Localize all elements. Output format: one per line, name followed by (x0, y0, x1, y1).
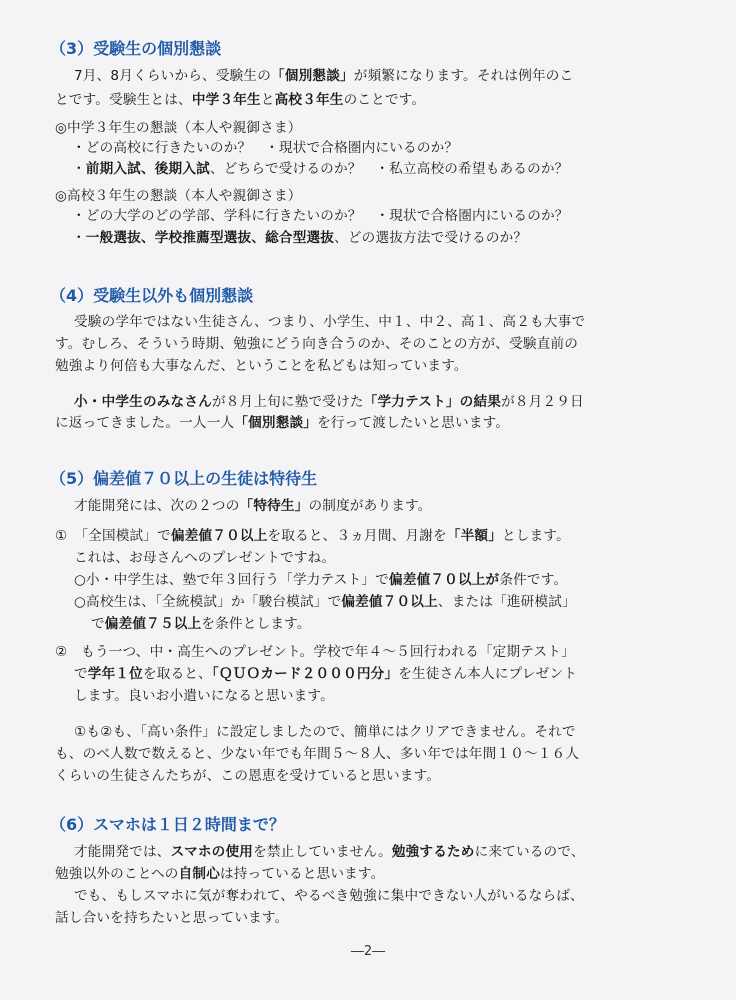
s5-closing-line-2: も、のべ人数で数えると、少ない年でも年間５～８人、多い年では年間１０～１６人 (55, 746, 580, 762)
s3-high-school-item-2: ・一般選抜、学校推薦型選抜、総合型選抜、どの選抜方法で受けるのか？ (72, 230, 528, 246)
s5-item-2-line-1: ② もう一つ、中・高生へのプレゼント。学校で年４～５回行われる「定期テスト」 (55, 644, 575, 660)
s5-item-1-line-5: で偏差値７５以上を条件とします。 (91, 616, 311, 632)
s6-line-4: 話し合いを持ちたいと思っています。 (55, 910, 289, 926)
section-5-heading: （5）偏差値７０以上の生徒は特待生 (50, 469, 318, 488)
s3-high-school-heading: ◎高校３年生の懇談（本人や親御さま） (55, 188, 302, 204)
s3-junior-high-item-1: ・どの高校に行きたいのか？ ・現状で合格圏内にいるのか？ (72, 140, 459, 156)
s5-item-1-line-3: ○小・中学生は、塾で年３回行う「学力テスト」で偏差値７０以上が条件です。 (74, 572, 568, 588)
s6-line-2: 勉強以外のことへの自制心は持っていると思います。 (55, 866, 385, 882)
s5-closing-line-1: ①も②も、「高い条件」に設定しましたので、簡単にはクリアできません。それで (74, 724, 576, 740)
s4-line-5: に返ってきました。一人一人「個別懇談」を行って渡したいと思います。 (55, 415, 510, 431)
s3-high-school-item-1: ・どの大学のどの学部、学科に行きたいのか？ ・現状で合格圏内にいるのか？ (72, 208, 569, 224)
s4-line-3: 勉強より何倍も大事なんだ、ということを私どもは知っています。 (55, 358, 468, 374)
s4-line-1: 受験の学年ではない生徒さん、つまり、小学生、中１、中２、高１、高２も大事で (74, 314, 586, 330)
section-6-heading: （6）スマホは１日２時間まで？ (50, 815, 285, 834)
s3-junior-high-item-2: ・前期入試、後期入試、どちらで受けるのか？ ・私立高校の希望もあるのか？ (72, 161, 569, 177)
s6-line-1: 才能開発では、スマホの使用を禁止していません。勉強するために来ているので、 (74, 844, 585, 860)
s4-line-2: す。むしろ、そういう時期、勉強にどう向き合うのか、そのことの方が、受験直前の (55, 336, 579, 352)
s3-line-1: 7月、8月くらいから、受験生の「個別懇談」が頻繁になります。それは例年のこ (74, 68, 574, 84)
s6-line-3: でも、もしスマホに気が奪われて、やるべき勉強に集中できない人がいるならば、 (74, 888, 584, 904)
section-3-heading: （3）受験生の個別懇談 (50, 39, 222, 58)
page-number: ―2― (350, 944, 386, 959)
s5-item-2-line-3: します。良いお小遣いになると思います。 (74, 688, 334, 704)
section-4-heading: （4）受験生以外も個別懇談 (50, 286, 254, 305)
s5-intro: 才能開発には、次の２つの「特待生」の制度があります。 (74, 498, 432, 514)
s5-item-1-line-2: これは、お母さんへのプレゼントですね。 (74, 550, 336, 566)
s3-junior-high-heading: ◎中学３年生の懇談（本人や親御さま） (55, 120, 302, 136)
s5-closing-line-3: くらいの生徒さんたちが、この恩恵を受けていると思います。 (55, 768, 441, 784)
s5-item-1-line-4: ○高校生は、「全統模試」か「駿台模試」で偏差値７０以上、または「進研模試」 (74, 594, 576, 610)
s4-line-4: 小・中学生のみなさんが８月上旬に塾で受けた「学力テスト」の結果が８月２９日 (74, 394, 584, 410)
s5-item-1-line-1: ① 「全国模試」で偏差値７０以上を取ると、３ヵ月間、月謝を「半額」とします。 (55, 528, 570, 544)
s5-item-2-line-2: で学年１位を取ると、「ＱＵＯカード２０００円分」を生徒さん本人にプレゼント (74, 666, 578, 682)
s3-line-2: とです。受験生とは、中学３年生と高校３年生のことです。 (55, 92, 426, 108)
